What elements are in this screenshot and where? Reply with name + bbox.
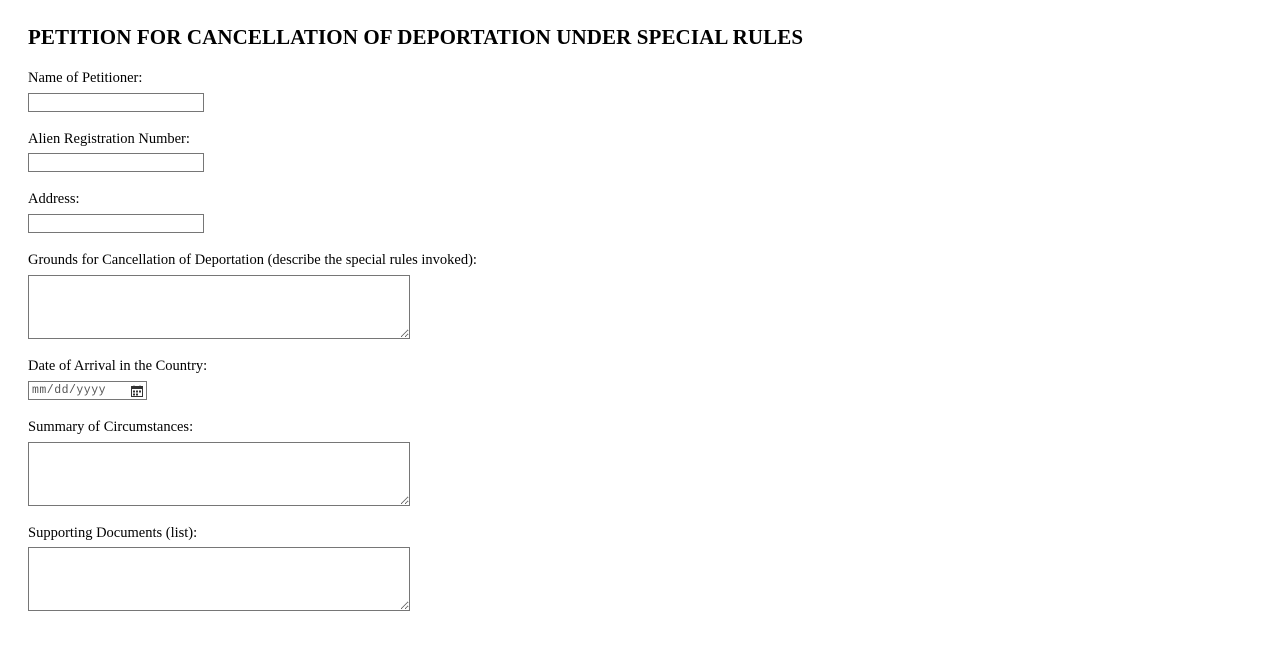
date-of-arrival-label: Date of Arrival in the Country: xyxy=(28,357,208,374)
field-address xyxy=(28,190,1250,233)
grounds-for-cancellation-label: Grounds for Cancellation of Deportation (describe the special rules invoked): xyxy=(28,251,477,268)
alien-registration-number-label: Alien Registration Number: xyxy=(28,130,190,147)
supporting-documents-label: Supporting Documents (list): xyxy=(28,524,198,541)
field-grounds-for-cancellation xyxy=(28,251,1250,339)
field-summary-of-circumstances xyxy=(28,418,1250,506)
alien-registration-number-input[interactable] xyxy=(28,153,204,172)
field-date-of-arrival xyxy=(28,357,1250,401)
address-input[interactable] xyxy=(28,214,204,233)
grounds-for-cancellation-textarea[interactable] xyxy=(28,275,410,339)
calendar-icon[interactable] xyxy=(131,385,143,397)
date-of-arrival-input[interactable] xyxy=(28,381,147,400)
address-label: Address: xyxy=(28,191,80,208)
page-title: PETITION FOR CANCELLATION OF DEPORTATION UNDER SPECIAL RULES xyxy=(28,25,804,49)
date-of-arrival-placeholder: mm/dd/yyyy xyxy=(32,384,107,398)
field-supporting-documents xyxy=(28,524,1250,612)
field-name-of-petitioner xyxy=(28,69,1250,112)
summary-of-circumstances-textarea[interactable] xyxy=(28,442,410,506)
supporting-documents-textarea[interactable] xyxy=(28,547,410,611)
name-of-petitioner-input[interactable] xyxy=(28,93,204,112)
field-alien-registration-number xyxy=(28,130,1250,173)
name-of-petitioner-label: Name of Petitioner: xyxy=(28,70,143,87)
summary-of-circumstances-label: Summary of Circumstances: xyxy=(28,419,194,436)
